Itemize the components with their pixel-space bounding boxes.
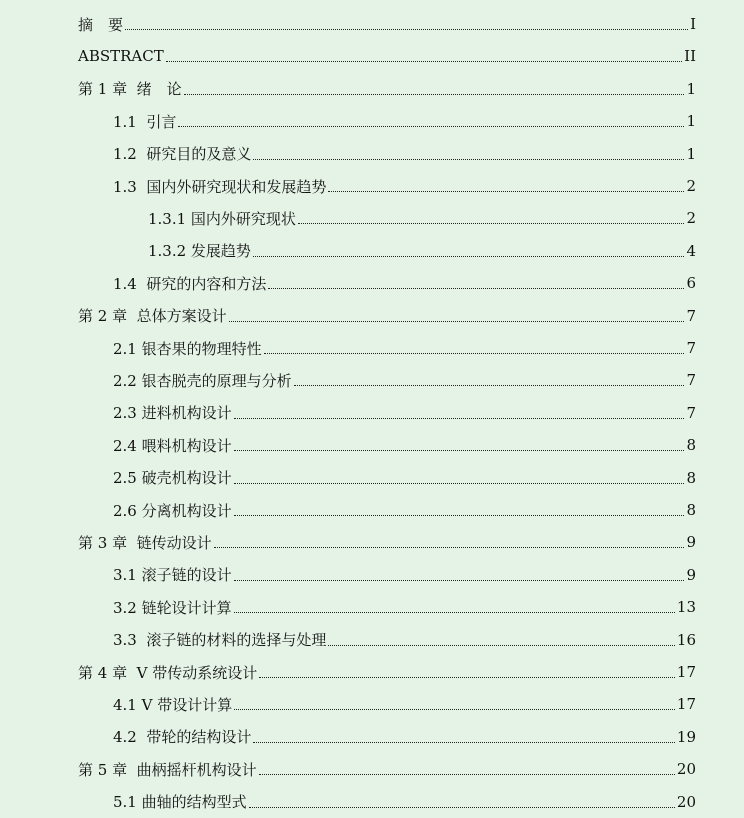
dot-leader xyxy=(125,28,688,30)
toc-entry[interactable] xyxy=(0,105,744,137)
toc-entry-page: 17 xyxy=(676,695,696,714)
toc-entry[interactable] xyxy=(0,429,744,461)
toc-entry-title: 1.3.2 发展趋势 xyxy=(148,242,251,261)
toc-entry-title: 2.4 喂料机构设计 xyxy=(113,436,232,455)
toc-entry[interactable] xyxy=(0,624,744,656)
toc-entry-page: 7 xyxy=(686,371,696,390)
toc-entry[interactable] xyxy=(0,786,744,818)
dot-leader xyxy=(234,417,685,419)
toc-entry[interactable] xyxy=(0,753,744,785)
toc-entry[interactable] xyxy=(0,138,744,170)
toc-entry-page: 1 xyxy=(686,112,696,131)
toc-entry-page: 17 xyxy=(676,663,696,681)
toc-entry-page: 20 xyxy=(676,760,696,779)
toc-entry[interactable] xyxy=(0,591,744,623)
toc-entry[interactable] xyxy=(0,332,744,364)
toc-entry-title: 1.1 引言 xyxy=(113,112,177,131)
toc-entry-page: 8 xyxy=(686,501,696,519)
toc-entry[interactable] xyxy=(0,267,744,299)
dot-leader xyxy=(328,190,684,192)
dot-leader xyxy=(259,676,675,678)
dot-leader xyxy=(253,741,675,743)
toc-entry[interactable] xyxy=(0,656,744,688)
toc-entry-title: 4.2 带轮的结构设计 xyxy=(113,728,252,747)
toc-entry[interactable] xyxy=(0,494,744,526)
toc-entry-title: 5.1 曲轴的结构型式 xyxy=(113,793,247,812)
toc-entry-title: 第 2 章 总体方案设计 xyxy=(78,307,227,326)
toc-entry-title: 摘 要 xyxy=(78,15,124,34)
dot-leader xyxy=(234,579,685,581)
toc-entry-title: 3.1 滚子链的设计 xyxy=(113,566,232,585)
dot-leader xyxy=(268,287,684,289)
toc-entry-page: 19 xyxy=(676,727,696,746)
toc-entry-page: 1 xyxy=(686,79,696,98)
toc-entry-page: 7 xyxy=(686,339,696,357)
toc-entry-title: 4.1 V 带设计计算 xyxy=(113,695,233,714)
toc-entry[interactable] xyxy=(0,235,744,267)
dot-leader xyxy=(234,611,675,613)
toc-entry-title: 第 1 章 绪 论 xyxy=(78,80,182,99)
toc-entry[interactable] xyxy=(0,364,744,396)
toc-entry[interactable] xyxy=(0,73,744,105)
dot-leader xyxy=(264,352,685,354)
dot-leader xyxy=(253,255,685,257)
toc-entry[interactable] xyxy=(0,397,744,429)
toc-entry-page: 7 xyxy=(686,403,696,422)
toc-entry-page: 8 xyxy=(686,468,696,487)
toc-entry[interactable] xyxy=(0,300,744,332)
toc-entry[interactable] xyxy=(0,40,744,72)
toc-entry-page: 2 xyxy=(686,209,696,228)
dot-leader xyxy=(229,320,685,322)
dot-leader xyxy=(234,449,685,451)
toc-entry-title: 2.2 银杏脱壳的原理与分析 xyxy=(113,371,292,390)
toc-entry-page: II xyxy=(684,47,696,66)
toc-entry-page: 8 xyxy=(686,436,696,455)
dot-leader xyxy=(328,644,675,646)
dot-leader xyxy=(234,708,675,710)
dot-leader xyxy=(249,806,675,808)
toc-entry-page: 9 xyxy=(686,533,696,552)
toc-entry-page: I xyxy=(690,15,696,33)
toc-entry[interactable] xyxy=(0,170,744,202)
dot-leader xyxy=(184,93,685,95)
dot-leader xyxy=(234,482,685,484)
toc-entry[interactable] xyxy=(0,721,744,753)
toc-entry-page: 6 xyxy=(686,274,696,293)
toc-entry-title: 2.6 分离机构设计 xyxy=(113,501,232,520)
toc-entry-title: 3.2 链轮设计计算 xyxy=(113,598,232,617)
toc-entry-title: 第 4 章 V 带传动系统设计 xyxy=(78,663,258,682)
dot-leader xyxy=(259,773,675,775)
toc-entry-title: 1.4 研究的内容和方法 xyxy=(113,274,267,293)
toc-entry-title: 3.3 滚子链的材料的选择与处理 xyxy=(113,631,327,650)
dot-leader xyxy=(234,514,685,516)
toc-entry-page: 2 xyxy=(686,177,696,195)
toc-entry-title: 第 5 章 曲柄摇杆机构设计 xyxy=(78,760,257,779)
toc-entry[interactable] xyxy=(0,462,744,494)
toc-entry-title: 2.1 银杏果的物理特性 xyxy=(113,339,262,358)
toc-entry-title: ABSTRACT xyxy=(78,47,164,66)
toc-entry-title: 1.3.1 国内外研究现状 xyxy=(148,209,296,228)
dot-leader xyxy=(298,222,685,224)
toc-entry-page: 9 xyxy=(686,565,696,584)
toc-entry-page: 1 xyxy=(686,144,696,163)
dot-leader xyxy=(178,125,684,127)
toc-entry[interactable] xyxy=(0,202,744,234)
toc-entry[interactable] xyxy=(0,526,744,558)
toc-entry-page: 16 xyxy=(676,630,696,649)
dot-leader xyxy=(214,546,685,548)
dot-leader xyxy=(253,158,684,160)
toc-entry-title: 1.3 国内外研究现状和发展趋势 xyxy=(113,177,327,196)
toc-entry-page: 20 xyxy=(676,792,696,811)
toc-entry-title: 2.3 进料机构设计 xyxy=(113,404,232,423)
toc-entry-page: 13 xyxy=(676,598,696,617)
toc-entry[interactable] xyxy=(0,8,744,40)
dot-leader xyxy=(166,60,682,62)
toc-entry-title: 1.2 研究目的及意义 xyxy=(113,145,252,164)
toc-entry-page: 7 xyxy=(686,306,696,325)
toc-entry[interactable] xyxy=(0,688,744,720)
toc-entry-page: 4 xyxy=(686,241,696,260)
toc-entry-title: 第 3 章 链传动设计 xyxy=(78,533,212,552)
dot-leader xyxy=(294,384,685,386)
toc-entry[interactable] xyxy=(0,559,744,591)
toc-entry-title: 2.5 破壳机构设计 xyxy=(113,469,232,488)
